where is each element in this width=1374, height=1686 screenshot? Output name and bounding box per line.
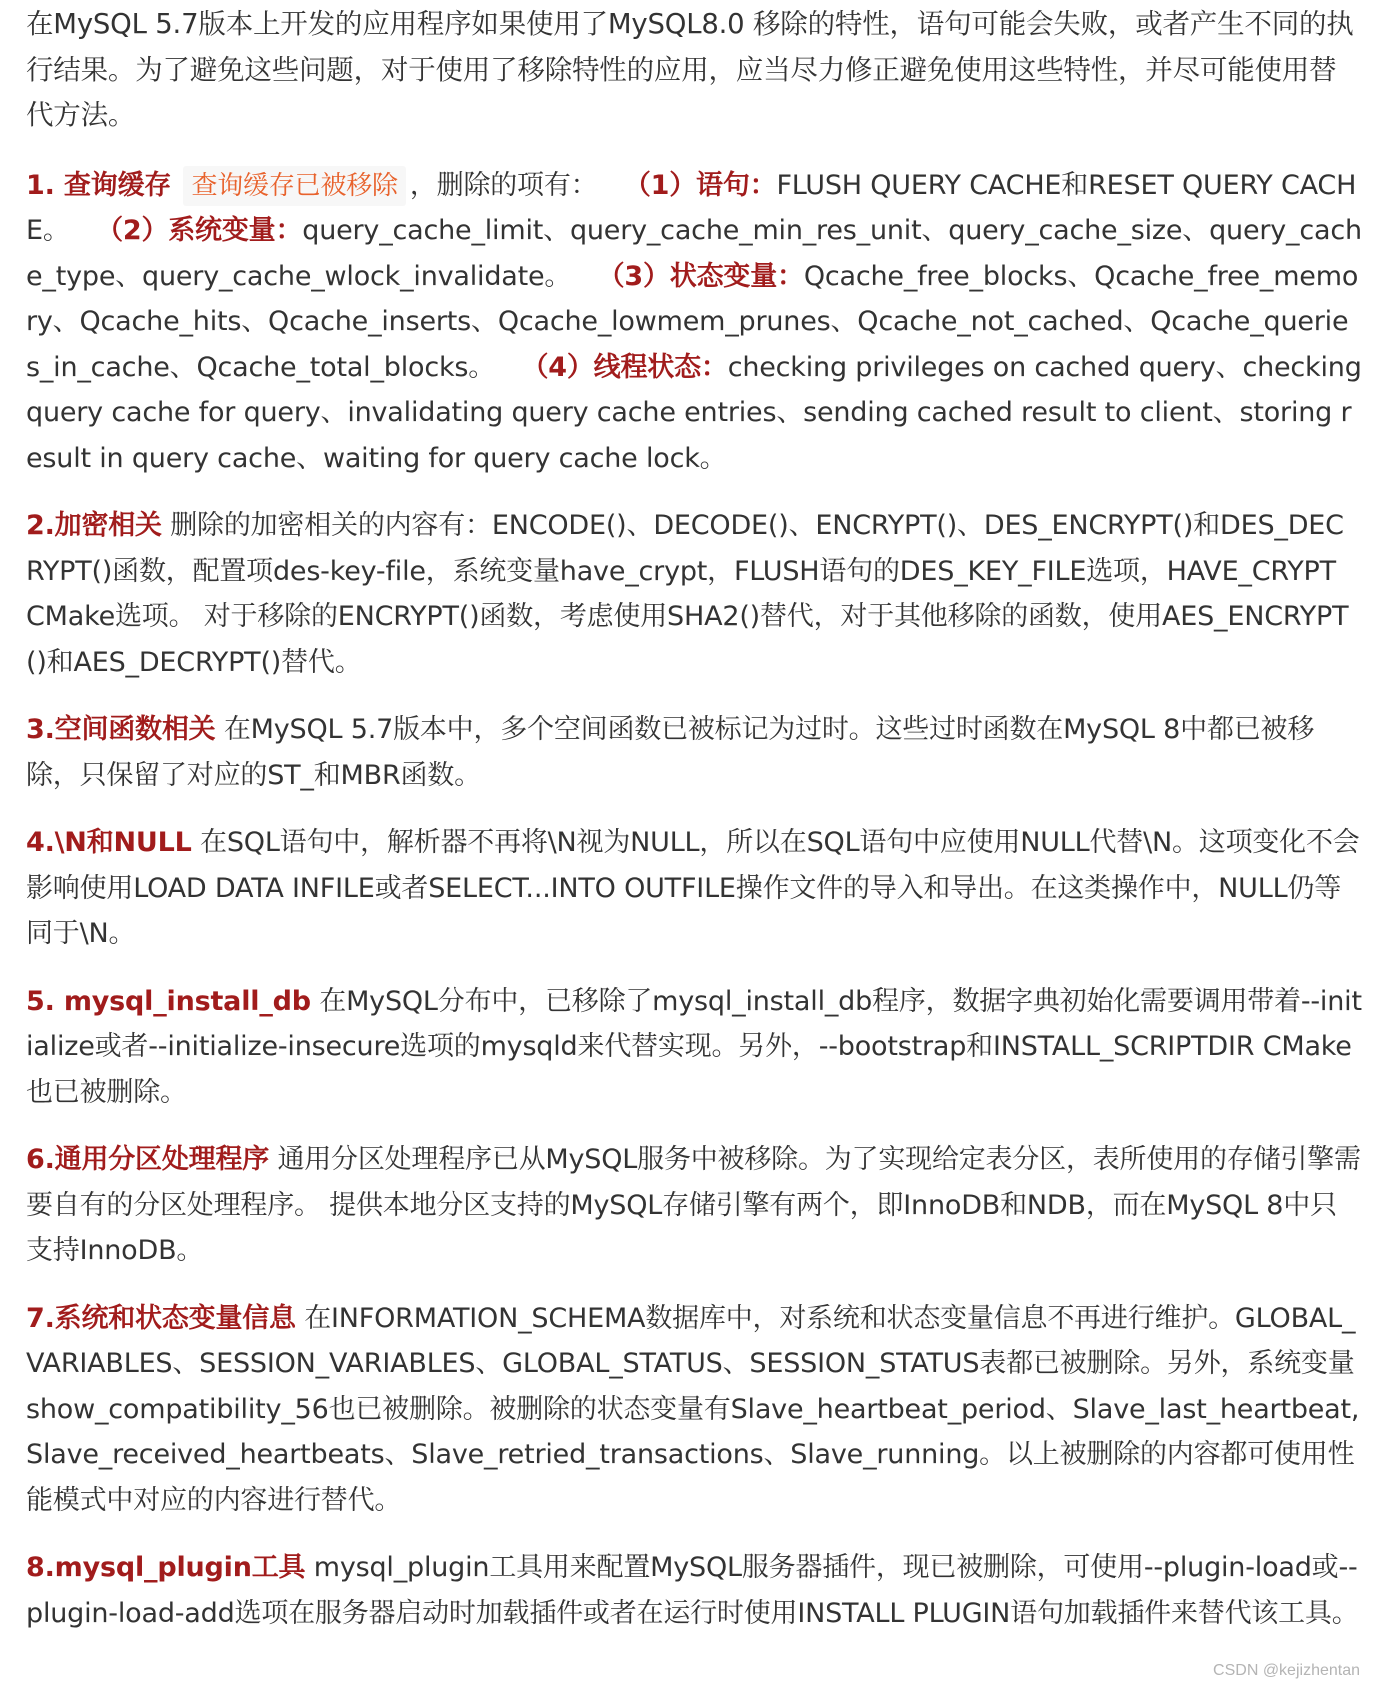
section-title: 6.通用分区处理程序 <box>26 1144 270 1175</box>
sub-text-status-variables: Qcache_free_blocks、Qcache_free_memory、Qcache_hits、Qcache_inserts、Qcache_lowmem_prunes、Qcache_not_cached、Qcache_queries_in_cache、Qcache_total_blocks。 <box>26 260 1359 383</box>
section-text: 在MySQL分布中，已移除了mysql_install_db程序，数据字典初始化需要调用带着--initialize或者--initialize-insecure选项的mysqld来代替实现。另外，--bootstrap和INSTALL_SCRIPTDIR CMake也已被删除。 <box>26 985 1362 1108</box>
sub-text-system-variables: query_cache_limit、query_cache_min_res_unit、query_cache_size、query_cache_type、query_cache_wlock_invalidate。 <box>26 215 1362 292</box>
sub-label-thread-states: （4）线程状态： <box>521 351 728 383</box>
inline-code-tag: 查询缓存已被移除 <box>183 166 405 206</box>
section-text: mysql_plugin工具用来配置MySQL服务器插件，现已被删除，可使用--plugin-load或--plugin-load-add选项在服务器启动时加载插件或者在运行时使用INSTALL PLUGIN语句加载插件来替代该工具。 <box>26 1552 1359 1629</box>
section-text: 在INFORMATION_SCHEMA数据库中，对系统和状态变量信息不再进行维护。GLOBAL_VARIABLES、SESSION_VARIABLES、GLOBAL_STATUS、SESSION_STATUS表都已被删除。另外，系统变量show_compatibility_56也已被删除。被删除的状态变量有Slave_heartbeat_period、Slave_last_heartbeat,Slave_received_heartbeats、Slave_retried_transactions、Slave_running。以上被删除的内容都可使用性能模式中对应的内容进行替代。 <box>26 1302 1360 1516</box>
section-query-cache <box>26 163 1362 482</box>
section-title: 7.系统和状态变量信息 <box>26 1302 296 1334</box>
section-title: 2.加密相关 <box>26 510 162 541</box>
section-mysql-install-db <box>26 979 1362 1116</box>
sub-label-status-variables: （3）状态变量： <box>597 260 804 292</box>
section-title: 8.mysql_plugin工具 <box>26 1552 306 1583</box>
section-title: 4.\N和NULL <box>26 827 192 858</box>
section-text: 在MySQL 5.7版本中，多个空间函数已被标记为过时。这些过时函数在MySQL 8中都已被移除，只保留了对应的ST_和MBR函数。 <box>26 714 1315 791</box>
article-content <box>26 2 1362 1658</box>
section-mysql-plugin <box>26 1545 1362 1636</box>
section-encryption <box>26 503 1362 685</box>
sub-text-statements: FLUSH QUERY CACHE和RESET QUERY CACHE。 <box>26 169 1357 246</box>
csdn-watermark: CSDN @kejizhentan <box>1213 1662 1360 1679</box>
section-text: 通用分区处理程序已从MySQL服务中被移除。为了实现给定表分区，表所使用的存储引擎需要自有的分区处理程序。 提供本地分区支持的MySQL存储引擎有两个，即InnoDB和NDB，而在MySQL 8中只支持InnoDB。 <box>26 1144 1361 1266</box>
section-title: 5. mysql_install_db <box>26 985 311 1017</box>
section-lead-text: ，删除的项有： <box>409 169 598 201</box>
section-title: 1. 查询缓存 <box>26 169 172 201</box>
section-title: 3.空间函数相关 <box>26 714 216 745</box>
section-text: 在SQL语句中，解析器不再将\N视为NULL，所以在SQL语句中应使用NULL代替\N。这项变化不会影响使用LOAD DATA INFILE或者SELECT...INTO OUTFILE操作文件的导入和导出。在这类操作中，NULL仍等同于\N。 <box>26 827 1360 949</box>
section-text: 删除的加密相关的内容有：ENCODE()、DECODE()、ENCRYPT()、DES_ENCRYPT()和DES_DECRYPT()函数，配置项des-key-file，系统变量have_crypt，FLUSH语句的DES_KEY_FILE选项，HAVE_CRYPT CMake选项。 对于移除的ENCRYPT()函数，考虑使用SHA2()替代，对于其他移除的函数，使用AES_ENCRYPT()和AES_DECRYPT()替代。 <box>26 510 1349 678</box>
sub-label-system-variables: （2）系统变量： <box>96 215 303 246</box>
section-partition-handler <box>26 1137 1362 1274</box>
sub-label-statements: （1）语句： <box>623 169 777 201</box>
intro-paragraph: 在MySQL 5.7版本上开发的应用程序如果使用了MySQL8.0 移除的特性，语句可能会失败，或者产生不同的执行结果。为了避免这些问题，对于使用了移除特性的应用，应当尽力修正避免使用这些特性，并尽可能使用替代方法。 <box>26 8 1354 131</box>
section-system-status-variables <box>26 1296 1362 1524</box>
sub-text-thread-states: checking privileges on cached query、checking query cache for query、invalidating query cache entries、sending cached result to client、storing result in query cache、waiting for query cache lock。 <box>26 351 1362 474</box>
section-n-and-null <box>26 820 1362 957</box>
section-spatial-functions <box>26 707 1362 798</box>
